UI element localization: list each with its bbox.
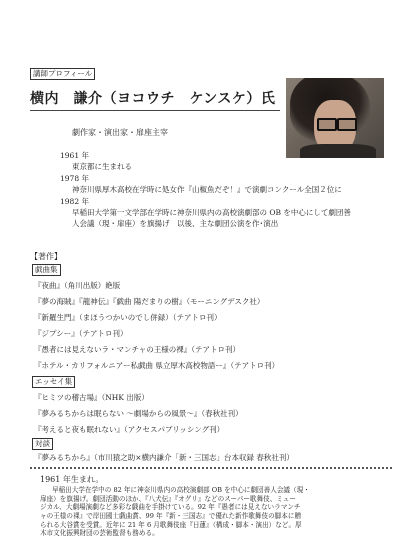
taidan-label: 対談 — [32, 438, 53, 450]
gikyoku-item: 『夢の海賊』『龍神伝』『戯曲 陽だまりの樹』（モーニングデスク社） — [34, 297, 265, 306]
lecturer-photo — [286, 78, 384, 158]
bio-line: ャの王様の裸』で岸田國士戯曲賞、99 年『新・三国志』で優れた新作歌舞伎の脚本に贈 — [40, 512, 302, 520]
gikyoku-item: 『ジプシー』（テアトロ刊） — [34, 329, 128, 338]
bio-line: 木市文化振興財団の芸術監督も務める。 — [40, 529, 159, 538]
timeline-year-3: 1982 年 — [60, 197, 89, 206]
essay-item: 『考えると夜も眠れない』（アクセスパブリッシング刊） — [34, 425, 225, 434]
bio-line: ジカル、大劇場演劇など多彩な戯曲を手掛けている。92 年『愚者には見えないラマンチ — [40, 503, 301, 512]
profile-label: 講師プロフィール — [30, 68, 95, 80]
roles-text: 劇作家・演出家・扉座主宰 — [72, 128, 168, 137]
lecturer-name: 横内 謙介（ヨコウチ ケンスケ）氏 — [30, 91, 276, 107]
gikyoku-item: 『愚者には見えないラ・マンチャの王様の裸』（テアトロ刊） — [34, 345, 241, 354]
timeline-text-2: 神奈川県厚木高校在学時に処女作『山椒魚だぞ！』で演劇コンクール全国２位に — [72, 185, 342, 194]
bio-line: 扉座）を旗揚げ。劇団活動のほか、『八犬伝』『オグリ』などのスーパー歌舞伎、ミュー — [40, 494, 296, 503]
timeline-text-3: 早稲田大学第一文学部在学時に神奈川県内の高校演劇部の OB を中心にして劇団善 — [72, 208, 351, 217]
name-underline — [30, 110, 280, 111]
bio-line: 早稲田大学在学中の 82 年に神奈川県内の高校演劇部 OB を中心に劇団善人会議（現・ — [52, 486, 310, 494]
essay-item: 『ヒミツの稽古場』（NHK 出版） — [34, 393, 149, 402]
timeline-year-2: 1978 年 — [60, 174, 89, 183]
gikyoku-label: 戯曲集 — [32, 264, 61, 276]
essay-label: エッセイ集 — [32, 376, 75, 388]
gikyoku-item: 『夜曲』（角川出版）絶版 — [34, 281, 121, 290]
essay-item: 『夢みるちからは眠らない ～劇場からの風景～』（春秋社刊） — [34, 409, 243, 418]
bio-first-line: 1961 年生まれ。 — [40, 475, 104, 484]
gikyoku-item: 『ホテル・カリフォルニアー私戯曲 県立厚木高校物語ー』（テアトロ刊） — [34, 361, 280, 370]
works-label: 【著作】 — [30, 252, 62, 261]
gikyoku-item: 『新羅生門』（まほうつかいのでし併録）（テアトロ刊） — [34, 313, 222, 322]
bio-line: られる大谷賞を受賞。近年に 21 年 6 月歌舞伎座『日蓮』（構成・脚本・演出）など。厚 — [40, 520, 302, 529]
taidan-item: 『夢みるちから』（市川猿之助×横内謙介「新・三国志」台本収録 春秋社刊） — [34, 453, 294, 462]
timeline-text-3b: 人会議（現・扉座）を旗揚げ 以後、主な劇団公演を作･演出 — [72, 219, 279, 228]
bio-divider — [30, 467, 392, 469]
timeline-year-1: 1961 年 — [60, 151, 89, 160]
timeline-text-1: 東京都に生まれる — [72, 162, 132, 171]
